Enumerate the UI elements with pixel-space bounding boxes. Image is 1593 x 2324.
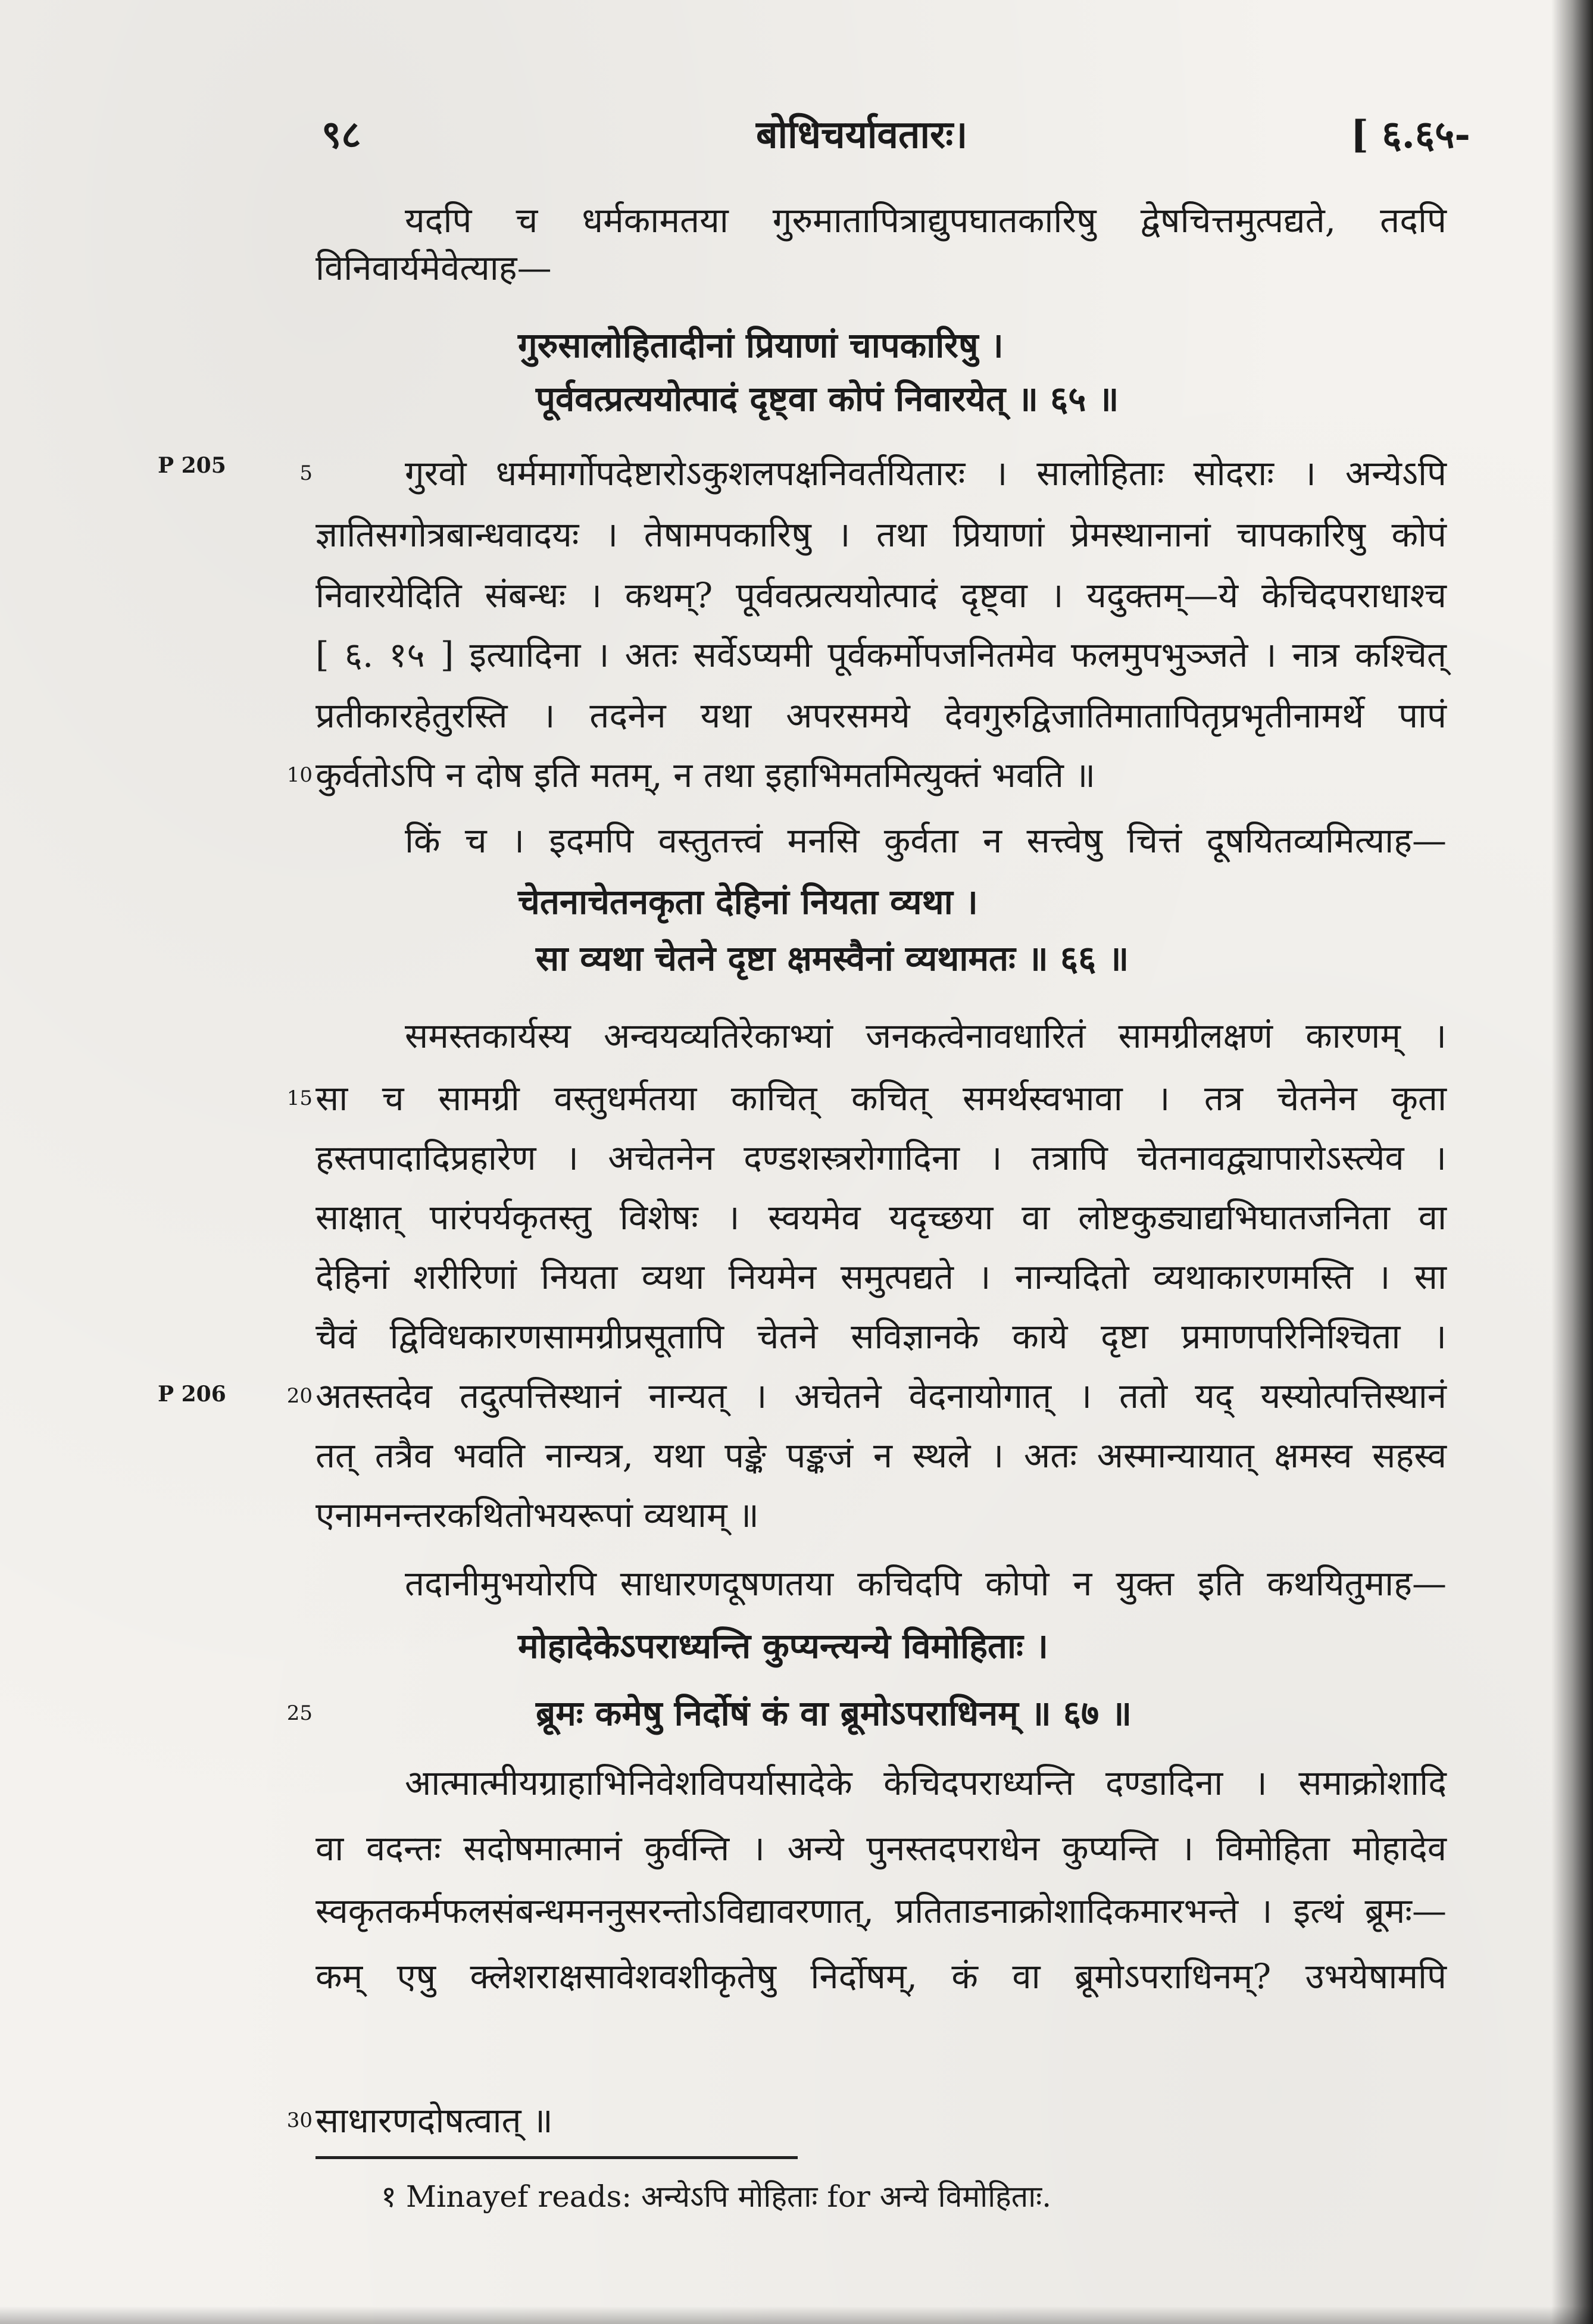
text-line: तदानीमुभयोरपि साधारणदूषणतया कचिदपि कोपो न युक्त इति कथयितुमाह— — [405, 1563, 1447, 1604]
text-line: सा च सामग्री वस्तुधर्मतया काचित् कचित् समर्थस्वभावा । तत्र चेतनेन कृता — [316, 1078, 1447, 1119]
text-line: ज्ञातिसगोत्रबान्धवादयः । तेषामपकारिषु । तथा प्रियाणां प्रेमस्थानानां चापकारिषु कोपं — [316, 514, 1447, 555]
text-line: यदपि च धर्मकामतया गुरुमातापित्राद्युपघातकारिषु द्वेषचित्तमुत्पद्यते, तदपि — [405, 200, 1447, 240]
line-number: 15 — [286, 1086, 313, 1110]
text-line: गुरवो धर्ममार्गोपदेष्टारोऽकुशलपक्षनिवर्तयितारः । सालोहिताः सोदराः । अन्येऽपि — [405, 453, 1447, 493]
line-number: 10 — [286, 763, 313, 787]
book-title: बोधिचर्यावतारः। — [756, 113, 968, 157]
text-line: साधारणदोषत्वात् ॥ — [316, 2100, 553, 2141]
footnote-rule — [316, 2156, 798, 2159]
footnote: १ Minayef reads: अन्येऽपि मोहिताः for अन्ये विमोहिताः. — [381, 2179, 1052, 2214]
text-line: चैवं द्विविधकारणसामग्रीप्रसूतापि चेतने सविज्ञानके काये दृष्टा प्रमाणपरिनिश्चिता । — [316, 1316, 1447, 1357]
text-line: एनामनन्तरकथितोभयरूपां व्यथाम् ॥ — [316, 1495, 759, 1535]
page-edge-shadow — [1551, 0, 1593, 2324]
verse-line: पूर्ववत्प्रत्ययोत्पादं दृष्ट्वा कोपं निवारयेत् ॥ ६५ ॥ — [536, 379, 1119, 419]
verse-line: ब्रूमः कमेषु निर्दोषं कं वा ब्रूमोऽपराधिनम् ॥ ६७ ॥ — [536, 1693, 1132, 1733]
line-number: 30 — [286, 2109, 313, 2132]
text-line: देहिनां शरीरिणां नियता व्यथा नियमेन समुत्पद्यते । नान्यदितो व्यथाकारणमस्ति । सा — [316, 1257, 1447, 1297]
line-number: 25 — [286, 1701, 313, 1725]
running-header — [321, 101, 1470, 167]
page-number: ९८ — [321, 113, 361, 157]
text-line: समस्तकार्यस्य अन्वयव्यतिरेकाभ्यां जनकत्वेनावधारितं सामग्रीलक्षणं कारणम् । — [405, 1016, 1447, 1056]
text-line: कम् एषु क्लेशराक्षसावेशवशीकृतेषु निर्दोषम्, कं वा ब्रूमोऽपराधिनम्? उभयेषामपि — [316, 1956, 1447, 1997]
verse-line: गुरुसालोहितादीनां प्रियाणां चापकारिषु । — [518, 325, 1004, 366]
text-line: स्वकृतकर्मफलसंबन्धमननुसरन्तोऽविद्यावरणात्, प्रतिताडनाक्रोशादिकमारभन्ते । इत्थं ब्रूमः— — [316, 1891, 1447, 1931]
line-number: 20 — [286, 1384, 313, 1408]
verse-line: चेतनाचेतनकृता देहिनां नियता व्यथा । — [518, 882, 978, 922]
text-line: विनिवार्यमेवेत्याह— — [316, 248, 552, 288]
margin-page-mark: P 206 — [158, 1382, 226, 1407]
verse-line: सा व्यथा चेतने दृष्टा क्षमस्वैनां व्यथामतः ॥ ६६ ॥ — [536, 938, 1129, 979]
text-line: कुर्वतोऽपि न दोष इति मतम्, न तथा इहाभिमतमित्युक्तं भवति ॥ — [316, 755, 1096, 795]
text-line: तत् तत्रैव भवति नान्यत्र, यथा पङ्के पङ्कजं न स्थले । अतः अस्मान्यायात् क्षमस्व सहस्व — [316, 1435, 1447, 1476]
text-line: प्रतीकारहेतुरस्ति । तदनेन यथा अपरसमये देवगुरुद्विजातिमातापितृप्रभृतीनामर्थे पापं — [316, 695, 1447, 736]
text-line: [ ६. १५ ] इत्यादिना । अतः सर्वेऽप्यमी पूर्वकर्मोपजनितमेव फलमुपभुञ्जते । नात्र कश्चित् — [316, 635, 1447, 675]
section-reference: [ ६.६५- — [1350, 113, 1470, 157]
text-line: निवारयेदिति संबन्धः । कथम्? पूर्ववत्प्रत्ययोत्पादं दृष्ट्वा । यदुक्तम्—ये केचिदपराधाश्च — [316, 575, 1447, 616]
verse-line: मोहादेकेऽपराध्यन्ति कुप्यन्त्यन्ये विमोहिताः । — [518, 1626, 1048, 1666]
text-line: हस्तपादादिप्रहारेण । अचेतनेन दण्डशस्त्ररोगादिना । तत्रापि चेतनावद्व्यापारोऽस्त्येव । — [316, 1138, 1447, 1178]
text-line: आत्मात्मीयग्राहाभिनिवेशविपर्यासादेके केचिदपराध्यन्ति दण्डादिना । समाक्रोशादि — [405, 1763, 1447, 1803]
text-line: अतस्तदेव तदुत्पत्तिस्थानं नान्यत् । अचेतने वेदनायोगात् । ततो यद् यस्योत्पत्तिस्थानं — [316, 1376, 1447, 1416]
margin-page-mark: P 205 — [158, 453, 226, 478]
page-bottom-shadow — [0, 2306, 1593, 2324]
text-line: वा वदन्तः सदोषमात्मानं कुर्वन्ति । अन्ये पुनस्तदपराधेन कुप्यन्ति । विमोहिता मोहादेव — [316, 1828, 1447, 1869]
text-line: साक्षात् पारंपर्यकृतस्तु विशेषः । स्वयमेव यदृच्छया वा लोष्टकुड्याद्यभिघातजनिता वा — [316, 1197, 1447, 1238]
text-line: किं च । इदमपि वस्तुतत्त्वं मनसि कुर्वता न सत्त्वेषु चित्तं दूषयितव्यमित्याह— — [405, 820, 1447, 861]
line-number: 5 — [299, 461, 313, 485]
